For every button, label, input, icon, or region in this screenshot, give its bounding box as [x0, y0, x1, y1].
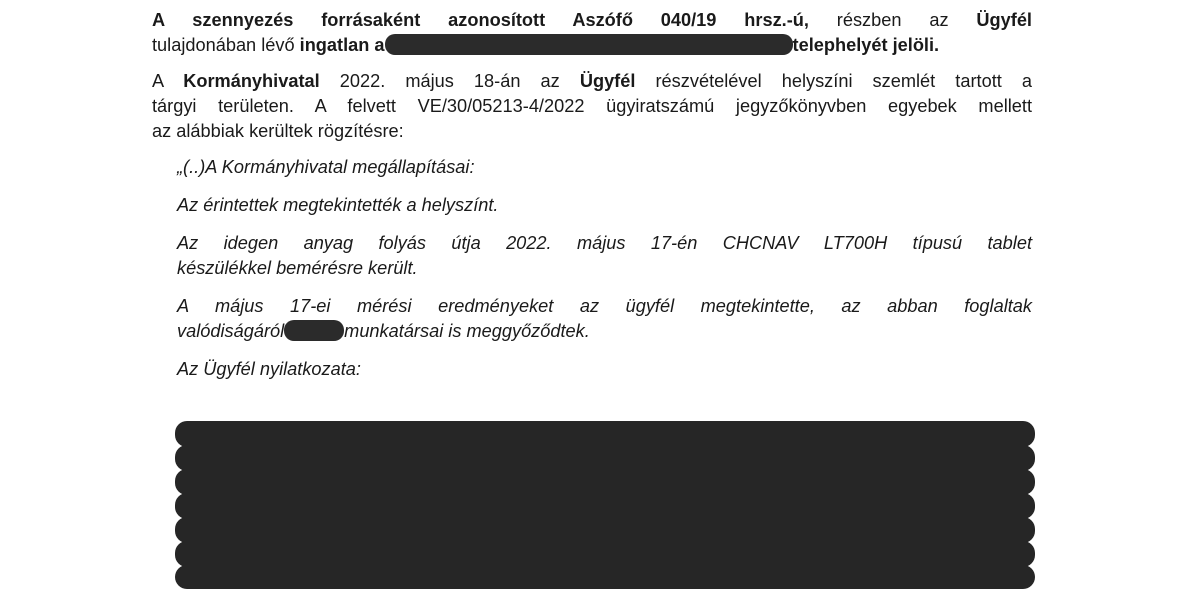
plain-text: tulajdonában lévő — [152, 35, 300, 55]
redaction-strip — [175, 565, 1035, 589]
redaction-strip — [175, 421, 1035, 447]
paragraph-source-identification — [152, 8, 1032, 58]
redaction-box — [284, 320, 344, 341]
paragraph-inspection — [152, 69, 1032, 144]
document-page — [152, 8, 1032, 395]
bold-text: telephelyét jelöli. — [792, 35, 940, 55]
bold-text: A szennyezés forrásaként azonosított Aszófő 040/19 hrsz.-ú, — [152, 10, 809, 30]
bold-text: Ügyfél — [579, 71, 636, 91]
bold-text: ingatlan a — [299, 35, 385, 55]
redaction-strip — [175, 541, 1035, 567]
quote-measurement-line1: Az idegen anyag folyás útja 2022. május 17-én CHCNAV LT700H típusú tablet — [177, 233, 1032, 253]
quote-measurement-line2: készülékkel bemérésre került. — [177, 258, 418, 278]
bold-text: Kormányhivatal — [183, 71, 320, 91]
redaction-strip — [175, 493, 1035, 519]
redaction-strip — [175, 517, 1035, 543]
quote-results — [177, 294, 1032, 344]
plain-text: 2022. május 18-án az — [319, 71, 580, 91]
quote-results-line2 — [177, 319, 1032, 344]
redaction-strip — [175, 445, 1035, 471]
redacted-statement-block — [175, 421, 1035, 589]
quote-findings-heading: „(..)A Kormányhivatal megállapításai: — [177, 157, 475, 177]
quote-results-line1: A május 17-ei mérési eredményeket az ügyfél megtekintette, az abban foglaltak — [177, 296, 1032, 316]
paragraph2-line2: tárgyi területen. A felvett VE/30/05213-4/2022 ügyiratszámú jegyzőkönyvben egyebek mellett — [152, 96, 1032, 116]
redaction-strip — [175, 469, 1035, 495]
quote-measurement — [177, 231, 1032, 281]
plain-text: A — [152, 71, 184, 91]
redaction-box — [385, 34, 793, 55]
paragraph2-line1 — [152, 69, 1032, 94]
plain-text: részvételével helyszíni szemlét tartott a — [635, 71, 1032, 91]
paragraph2-line3: az alábbiak kerültek rögzítésre: — [152, 121, 404, 141]
plain-text: munkatársai is meggyőződtek. — [344, 321, 590, 341]
quote-client-statement-heading: Az Ügyfél nyilatkozata: — [177, 359, 361, 379]
paragraph1-line1 — [152, 8, 1032, 33]
plain-text: részben az — [808, 10, 977, 30]
plain-text: valódiságáról — [177, 321, 285, 341]
quote-site-viewed: Az érintettek megtekintették a helyszínt. — [177, 195, 499, 215]
bold-text: Ügyfél — [976, 10, 1032, 30]
paragraph1-line2 — [152, 33, 1032, 58]
